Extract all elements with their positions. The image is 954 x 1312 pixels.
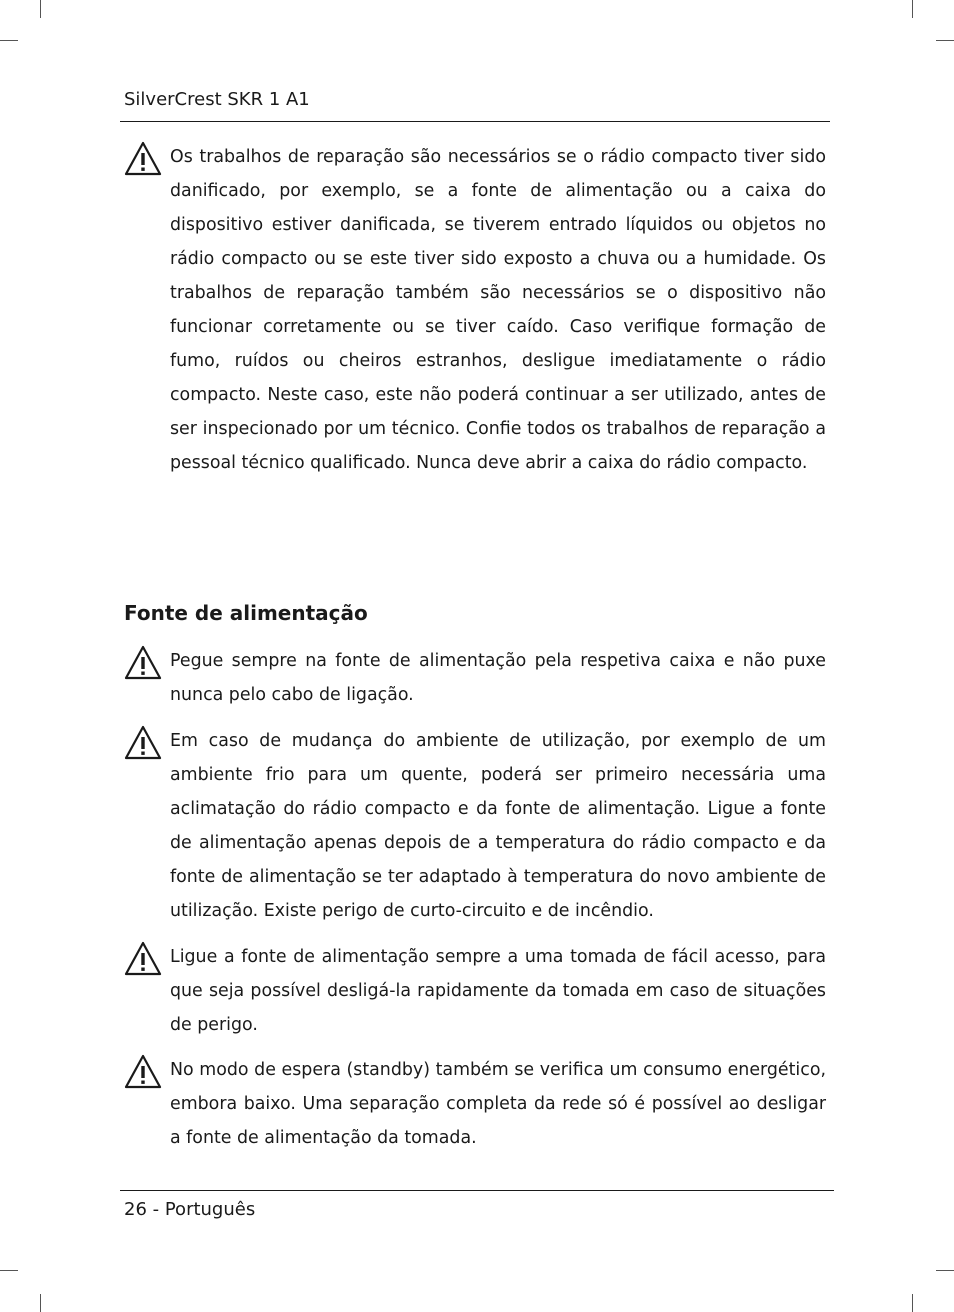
page-number: 26 - Português xyxy=(124,1199,256,1220)
document-header: SilverCrest SKR 1 A1 xyxy=(124,89,310,110)
crop-mark xyxy=(936,1270,954,1271)
crop-mark xyxy=(912,0,913,18)
warning-text: Pegue sempre na fonte de alimentação pela respetiva caixa e não puxe nunca pelo cabo de ligação. xyxy=(170,651,826,705)
warning-triangle-icon xyxy=(123,140,163,176)
crop-mark xyxy=(912,1294,913,1312)
crop-mark xyxy=(0,1270,18,1271)
section-title: Fonte de alimentação xyxy=(124,601,368,625)
warning-triangle-icon xyxy=(123,724,163,760)
crop-mark xyxy=(936,40,954,41)
warning-triangle-icon xyxy=(123,940,163,976)
warning-block xyxy=(123,1053,826,1155)
warning-text: Em caso de mudança do ambiente de utilização, por exemplo de um ambiente frio para um quente, poderá ser primeiro necessária uma aclimatação do rádio compacto e da fonte de alimentação. Ligue a fonte de alimentação apenas depois de a temperatura do rádio compacto e da fonte de alimentação se ter adaptado à temperatura do novo ambiente de utilização. Existe perigo de curto-circuito e de incêndio. xyxy=(170,731,826,921)
footer-rule xyxy=(120,1190,834,1191)
crop-mark xyxy=(40,1294,41,1312)
warning-block xyxy=(123,140,826,480)
header-rule xyxy=(120,121,830,122)
warning-block xyxy=(123,724,826,928)
warning-text: Os trabalhos de reparação são necessários se o rádio compacto tiver sido danificado, por exemplo, se a fonte de alimentação ou a caixa do dispositivo estiver danificada, se tiverem entrado líquidos ou objetos no rádio compacto ou se este tiver sido exposto a chuva ou a humidade. Os trabalhos de reparação também são necessários se o dispositivo não funcionar corretamente ou se tiver caído. Caso verifique formação de fumo, ruídos ou cheiros estranhos, desligue imediatamente o rádio compacto. Neste caso, este não poderá continuar a ser utilizado, antes de ser inspecionado por um técnico. Confie todos os trabalhos de reparação a pessoal técnico qualificado. Nunca deve abrir a caixa do rádio compacto. xyxy=(170,147,826,473)
warning-block xyxy=(123,940,826,1042)
warning-triangle-icon xyxy=(123,644,163,680)
crop-mark xyxy=(40,0,41,18)
warning-text: Ligue a fonte de alimentação sempre a uma tomada de fácil acesso, para que seja possível desligá-la rapidamente da tomada em caso de situações de perigo. xyxy=(170,947,826,1035)
crop-mark xyxy=(0,40,18,41)
warning-triangle-icon xyxy=(123,1053,163,1089)
warning-text: No modo de espera (standby) também se verifica um consumo energético, embora baixo. Uma separação completa da rede só é possível ao desligar a fonte de alimentação da tomada. xyxy=(170,1060,826,1148)
warning-block xyxy=(123,644,826,712)
